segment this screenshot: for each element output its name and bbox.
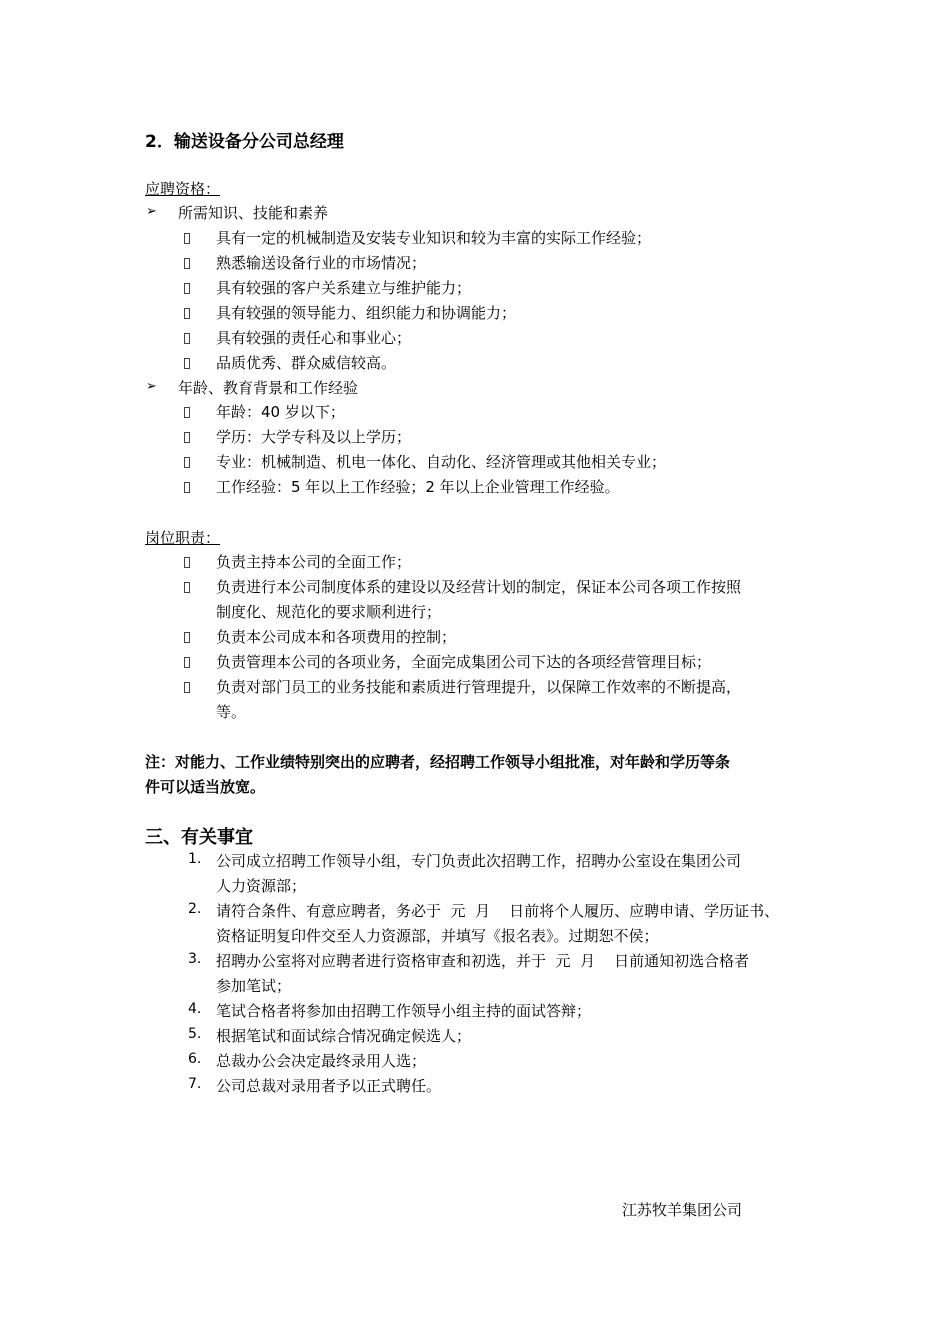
- square-bullet-icon: [184, 479, 190, 497]
- square-bullet-icon: [184, 404, 190, 422]
- list-item: 专业：机械制造、机电一体化、自动化、经济管理或其他相关专业；: [216, 453, 667, 471]
- arrow-bullet-icon: ➢: [146, 204, 157, 219]
- square-bullet-icon: [184, 654, 190, 672]
- square-bullet-icon: [184, 355, 190, 373]
- list-item-continuation: 人力资源部；: [216, 877, 307, 895]
- list-item-continuation: 等。: [216, 703, 247, 721]
- list-item-continuation: 制度化、规范化的要求顺利进行；: [216, 603, 442, 621]
- square-bullet-icon: [184, 255, 190, 273]
- list-number: 7.: [188, 1076, 202, 1092]
- list-item: 公司总裁对录用者予以正式聘任。: [216, 1077, 442, 1095]
- square-bullet-icon: [184, 454, 190, 472]
- note-text: 注：对能力、工作业绩特别突出的应聘者，经招聘工作领导小组批准，对年龄和学历等条: [145, 753, 731, 771]
- arrow-bullet-icon: ➢: [146, 379, 157, 394]
- list-item-continuation: 资格证明复印件交至人力资源部，并填写《报名表》。过期恕不侯；: [216, 927, 659, 945]
- list-number: 2.: [188, 901, 202, 917]
- list-item: 负责对部门员工的业务技能和素质进行管理提升，以保障工作效率的不断提高，: [216, 678, 742, 696]
- square-bullet-icon: [184, 280, 190, 298]
- qualifications-heading: 应聘资格：: [145, 180, 221, 198]
- list-item-continuation: 参加笔试；: [216, 977, 292, 995]
- list-item: 具有较强的客户关系建立与维护能力；: [216, 279, 472, 297]
- square-bullet-icon: [184, 554, 190, 572]
- group-label: 年龄、教育背景和工作经验: [178, 379, 359, 397]
- list-item: 具有较强的领导能力、组织能力和协调能力；: [216, 304, 517, 322]
- section-title: 三、有关事宜: [145, 827, 253, 848]
- group-label: 所需知识、技能和素养: [178, 204, 329, 222]
- square-bullet-icon: [184, 429, 190, 447]
- list-item: 负责主持本公司的全面工作；: [216, 553, 412, 571]
- section-title: 2．输送设备分公司总经理: [145, 132, 344, 152]
- square-bullet-icon: [184, 629, 190, 647]
- list-item: 具有一定的机械制造及安装专业知识和较为丰富的实际工作经验；: [216, 229, 652, 247]
- list-item: 品质优秀、群众威信较高。: [216, 354, 397, 372]
- list-item: 学历：大学专科及以上学历；: [216, 428, 412, 446]
- list-number: 1.: [188, 851, 202, 867]
- square-bullet-icon: [184, 330, 190, 348]
- list-item: 具有较强的责任心和事业心；: [216, 329, 412, 347]
- list-item: 笔试合格者将参加由招聘工作领导小组主持的面试答辩；: [216, 1002, 592, 1020]
- list-item: 负责管理本公司的各项业务，全面完成集团公司下达的各项经营管理目标；: [216, 653, 712, 671]
- company-signature: 江苏牧羊集团公司: [622, 1201, 743, 1219]
- list-item: 公司成立招聘工作领导小组，专门负责此次招聘工作，招聘办公室设在集团公司: [216, 852, 742, 870]
- list-item: 总裁办公会决定最终录用人选；: [216, 1052, 427, 1070]
- list-item: 招聘办公室将对应聘者进行资格审查和初选，并于 元 月 日前通知初选合格者: [216, 952, 750, 970]
- square-bullet-icon: [184, 579, 190, 597]
- duties-heading: 岗位职责：: [145, 529, 221, 547]
- list-item: 负责进行本公司制度体系的建设以及经营计划的制定，保证本公司各项工作按照: [216, 578, 742, 596]
- square-bullet-icon: [184, 230, 190, 248]
- list-item: 负责本公司成本和各项费用的控制；: [216, 628, 457, 646]
- list-number: 4.: [188, 1001, 202, 1017]
- list-item: 请符合条件、有意应聘者，务必于 元 月 日前将个人履历、应聘申请、学历证书、: [216, 902, 780, 920]
- list-number: 6.: [188, 1051, 202, 1067]
- square-bullet-icon: [184, 679, 190, 697]
- square-bullet-icon: [184, 305, 190, 323]
- list-number: 3.: [188, 951, 202, 967]
- list-number: 5.: [188, 1026, 202, 1042]
- list-item: 年龄：40 岁以下；: [216, 403, 345, 421]
- note-text-continuation: 件可以适当放宽。: [145, 778, 266, 796]
- list-item: 熟悉输送设备行业的市场情况；: [216, 254, 427, 272]
- list-item: 根据笔试和面试综合情况确定候选人；: [216, 1027, 472, 1045]
- list-item: 工作经验：5 年以上工作经验；2 年以上企业管理工作经验。: [216, 478, 620, 496]
